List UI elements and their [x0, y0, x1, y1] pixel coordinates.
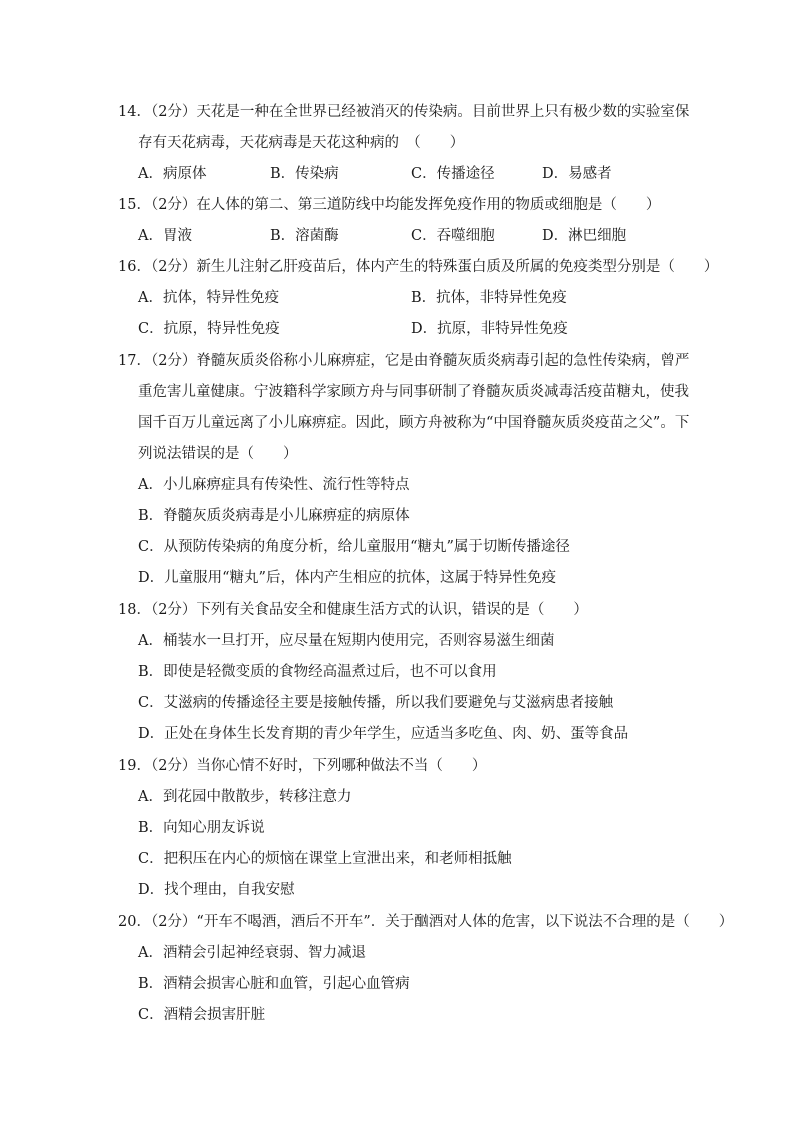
question-16 — [118, 252, 719, 345]
question-stem-line: 重危害儿童健康。宁波籍科学家顾方舟与同事研制了脊髓灰质炎减毒活疫苗糖丸，使我 — [138, 384, 689, 400]
options-row — [118, 283, 683, 314]
option-a[interactable]: A．到花园中散散步，转移注意力 — [138, 789, 352, 805]
option-c[interactable]: C．酒精会损害肝脏 — [138, 1007, 266, 1023]
question-17 — [118, 346, 690, 594]
question-stem-line: 20．（2分）“开车不喝酒，酒后不开车”．关于酗酒对人体的危害，以下说法不合理的是（ ） — [118, 914, 734, 930]
question-stem-line: 19．（2分）当你心情不好时，下列哪种做法不当（ ） — [118, 758, 487, 774]
option-a[interactable]: A．胃液 — [138, 228, 192, 244]
option-d[interactable]: D．抗原，非特异性免疫 — [411, 321, 568, 337]
option-b[interactable]: B．向知心朋友诉说 — [138, 820, 265, 836]
option-b[interactable]: B．传染病 — [270, 166, 339, 182]
options-row — [118, 314, 683, 345]
option-a[interactable]: A．桶装水一旦打开，应尽量在短期内使用完，否则容易滋生细菌 — [138, 633, 555, 649]
question-19 — [118, 751, 683, 906]
option-c[interactable]: C．传播途径 — [411, 166, 495, 182]
option-a[interactable]: A．病原体 — [138, 166, 207, 182]
question-20 — [118, 907, 734, 1031]
option-b[interactable]: B．即使是轻微变质的食物经高温煮过后，也不可以食用 — [138, 664, 497, 680]
option-d[interactable]: D．找个理由，自我安慰 — [138, 882, 295, 898]
option-c[interactable]: C．抗原，特异性免疫 — [138, 321, 280, 337]
option-d[interactable]: D．儿童服用“糖丸”后，体内产生相应的抗体，这属于特异性免疫 — [138, 570, 556, 586]
option-a[interactable]: A．小儿麻痹症具有传染性、流行性等特点 — [138, 477, 410, 493]
option-a[interactable]: A．酒精会引起神经衰弱、智力减退 — [138, 945, 366, 961]
question-14 — [118, 97, 690, 190]
options-row — [118, 221, 683, 252]
option-c[interactable]: C．把积压在内心的烦恼在课堂上宣泄出来，和老师相抵触 — [138, 851, 512, 867]
option-b[interactable]: B．脊髓灰质炎病毒是小儿麻痹症的病原体 — [138, 508, 410, 524]
question-stem-line: 17．（2分）脊髓灰质炎俗称小儿麻痹症，它是由脊髓灰质炎病毒引起的急性传染病，曾严 — [118, 353, 690, 369]
option-c[interactable]: C．吞噬细胞 — [411, 228, 495, 244]
question-stem-line: 存有天花病毒，天花病毒是天花这种病的 （ ） — [138, 135, 465, 151]
option-b[interactable]: B．抗体，非特异性免疫 — [411, 290, 567, 306]
option-b[interactable]: B．酒精会损害心脏和血管，引起心血管病 — [138, 976, 410, 992]
question-15 — [118, 190, 683, 252]
option-d[interactable]: D．正处在身体生长发育期的青少年学生，应适当多吃鱼、肉、奶、蛋等食品 — [138, 726, 629, 742]
question-stem-line: 列说法错误的是（ ） — [138, 446, 298, 462]
option-d[interactable]: D．淋巴细胞 — [542, 228, 627, 244]
option-a[interactable]: A．抗体，特异性免疫 — [138, 290, 279, 306]
question-stem-line: 16．（2分）新生儿注射乙肝疫苗后，体内产生的特殊蛋白质及所属的免疫类型分别是（ ） — [118, 259, 719, 275]
question-stem-line: 14．（2分）天花是一种在全世界已经被消灭的传染病。目前世界上只有极少数的实验室保 — [118, 104, 690, 120]
option-c[interactable]: C．艾滋病的传播途径主要是接触传播，所以我们要避免与艾滋病患者接触 — [138, 695, 614, 711]
question-18 — [118, 595, 683, 750]
question-stem-line: 国千百万儿童远离了小儿麻痹症。因此，顾方舟被称为“中国脊髓灰质炎疫苗之父”。下 — [138, 415, 690, 431]
options-row — [118, 159, 683, 190]
option-b[interactable]: B．溶菌酶 — [270, 228, 339, 244]
option-d[interactable]: D．易感者 — [542, 166, 612, 182]
question-stem-line: 18．（2分）下列有关食品安全和健康生活方式的认识，错误的是（ ） — [118, 602, 588, 618]
question-stem-line: 15．（2分）在人体的第二、第三道防线中均能发挥免疫作用的物质或细胞是（ ） — [118, 197, 661, 213]
option-c[interactable]: C．从预防传染病的角度分析，给儿童服用“糖丸”属于切断传播途径 — [138, 539, 570, 555]
